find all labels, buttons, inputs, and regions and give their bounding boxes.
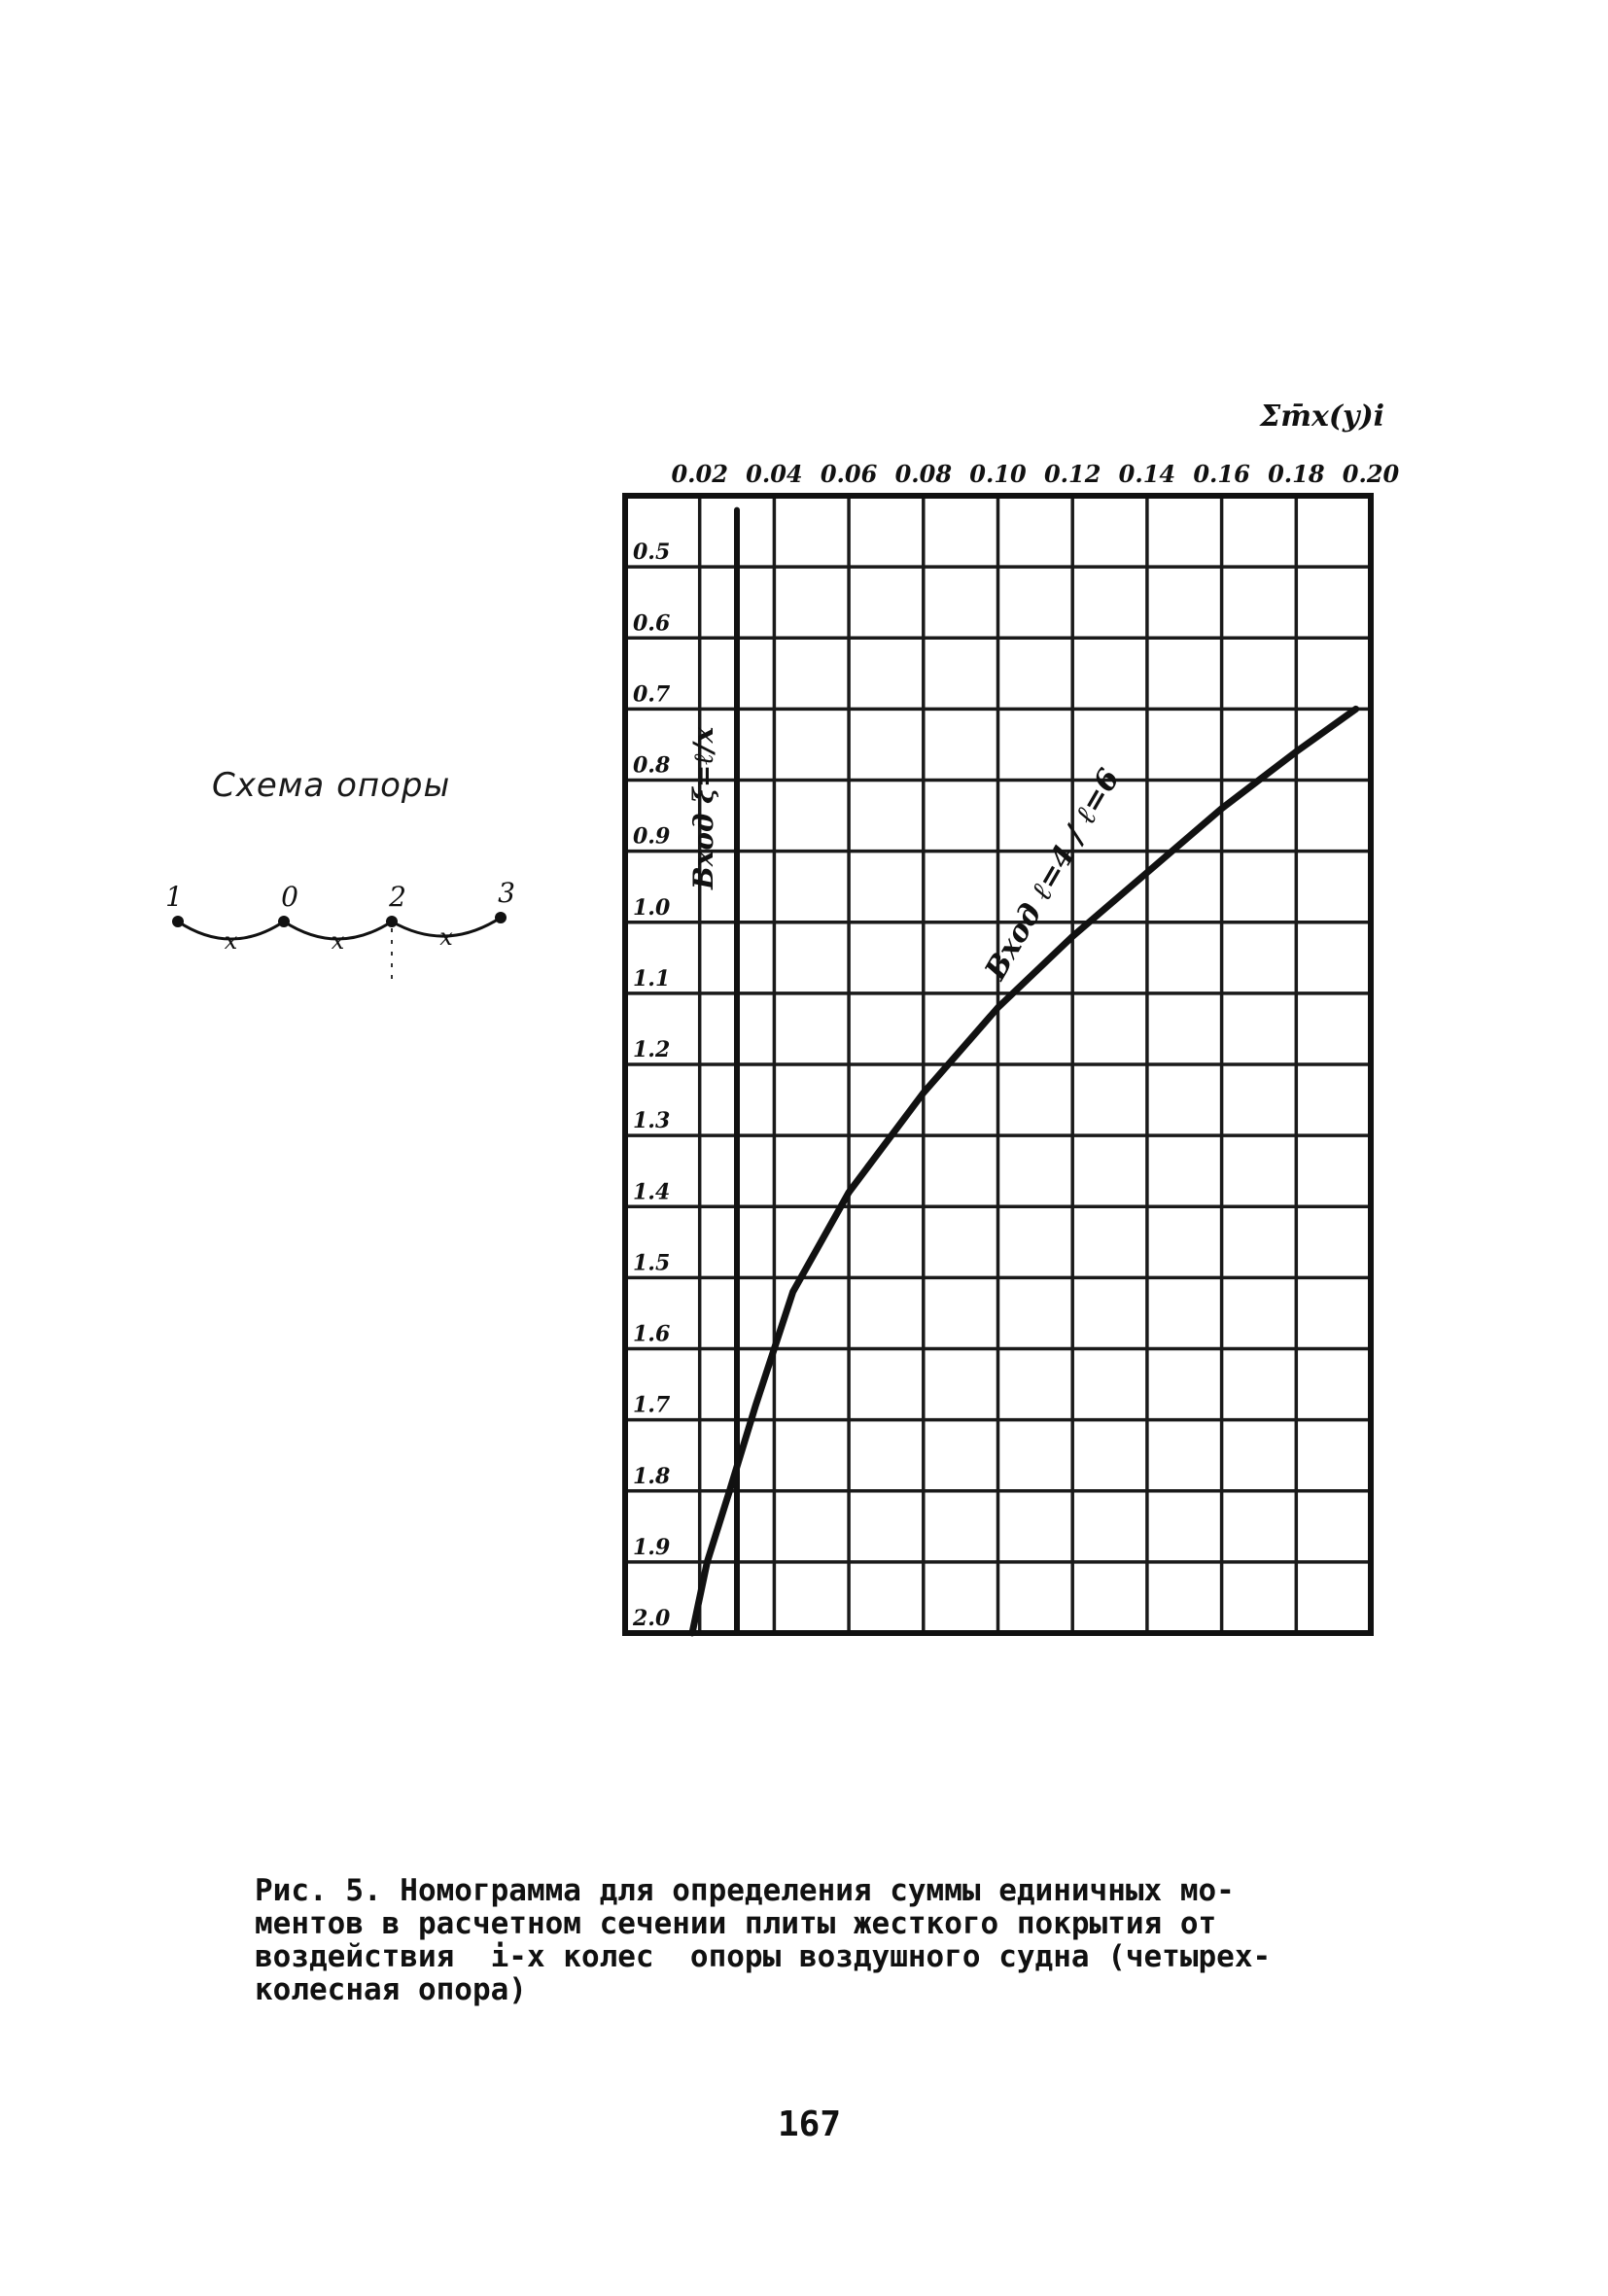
y-tick-label: 1.8 <box>633 1463 671 1489</box>
series-label-input: Вход ξ=ℓ/x <box>687 726 719 889</box>
x-tick-label: 0.16 <box>1193 460 1250 488</box>
y-tick-label: 0.6 <box>633 610 671 637</box>
scheme-title: Схема опоры <box>212 766 451 805</box>
y-tick-label: 0.9 <box>633 823 671 850</box>
y-tick-label: 0.5 <box>633 539 671 566</box>
x-tick-label: 0.04 <box>746 460 803 488</box>
caption-line: ментов в расчетном сечении плиты жесткого покрытия от <box>255 1906 1217 1941</box>
curve-main <box>692 709 1356 1633</box>
caption-line: колесная опора) <box>255 1972 527 2007</box>
y-tick-label: 2.0 <box>633 1606 671 1631</box>
caption-line: воздействия i-х колес опоры воздушного судна (четырех- <box>255 1939 1272 1974</box>
y-tick-label: 1.2 <box>633 1037 671 1062</box>
x-tick-label: 0.06 <box>820 460 878 488</box>
wheel-node <box>172 916 184 927</box>
gap-label: x <box>331 927 345 955</box>
y-tick-label: 1.9 <box>633 1534 671 1560</box>
figure-caption <box>255 1874 1421 2006</box>
y-tick-label: 1.1 <box>633 965 671 991</box>
x-tick-label: 0.10 <box>969 460 1027 488</box>
x-tick-label: 0.02 <box>671 460 728 488</box>
caption-line: Рис. 5. Номограмма для определения суммы единичных мо- <box>255 1873 1235 1908</box>
wheel-node <box>495 912 507 923</box>
x-tick-label: 0.12 <box>1043 460 1101 488</box>
gap-label: x <box>439 923 453 951</box>
wheel-label: 1 <box>165 881 183 913</box>
x-tick-label: 0.18 <box>1268 460 1325 488</box>
y-tick-label: 0.7 <box>633 681 671 708</box>
page-number: 167 <box>778 2105 842 2144</box>
x-tick-label: 0.08 <box>894 460 953 488</box>
wheel-node <box>386 916 398 927</box>
y-tick-label: 0.8 <box>633 752 671 779</box>
series-label-main: Вход ℓ=4 / ℓ=6 <box>978 763 1127 986</box>
wheel-label: 2 <box>389 881 406 913</box>
wheel-label: 3 <box>498 877 515 909</box>
y-tick-label: 1.5 <box>633 1250 671 1276</box>
x-tick-labels <box>671 460 1399 488</box>
y-tick-label: 1.3 <box>633 1108 671 1134</box>
y-tick-label: 1.7 <box>633 1392 671 1418</box>
wheel-node <box>278 916 290 927</box>
y-tick-label: 1.6 <box>633 1321 671 1347</box>
y-tick-labels <box>632 539 671 1631</box>
top-axis-label: Σm̄x(y)i <box>1260 400 1385 434</box>
y-tick-label: 1.0 <box>633 894 671 921</box>
wheel-label: 0 <box>281 881 298 913</box>
chart-series <box>692 510 1356 1633</box>
x-tick-label: 0.14 <box>1118 460 1176 488</box>
x-tick-label: 0.20 <box>1342 460 1400 488</box>
gap-label: x <box>224 927 238 955</box>
y-tick-label: 1.4 <box>633 1179 671 1205</box>
support-scheme-diagram <box>165 877 515 982</box>
